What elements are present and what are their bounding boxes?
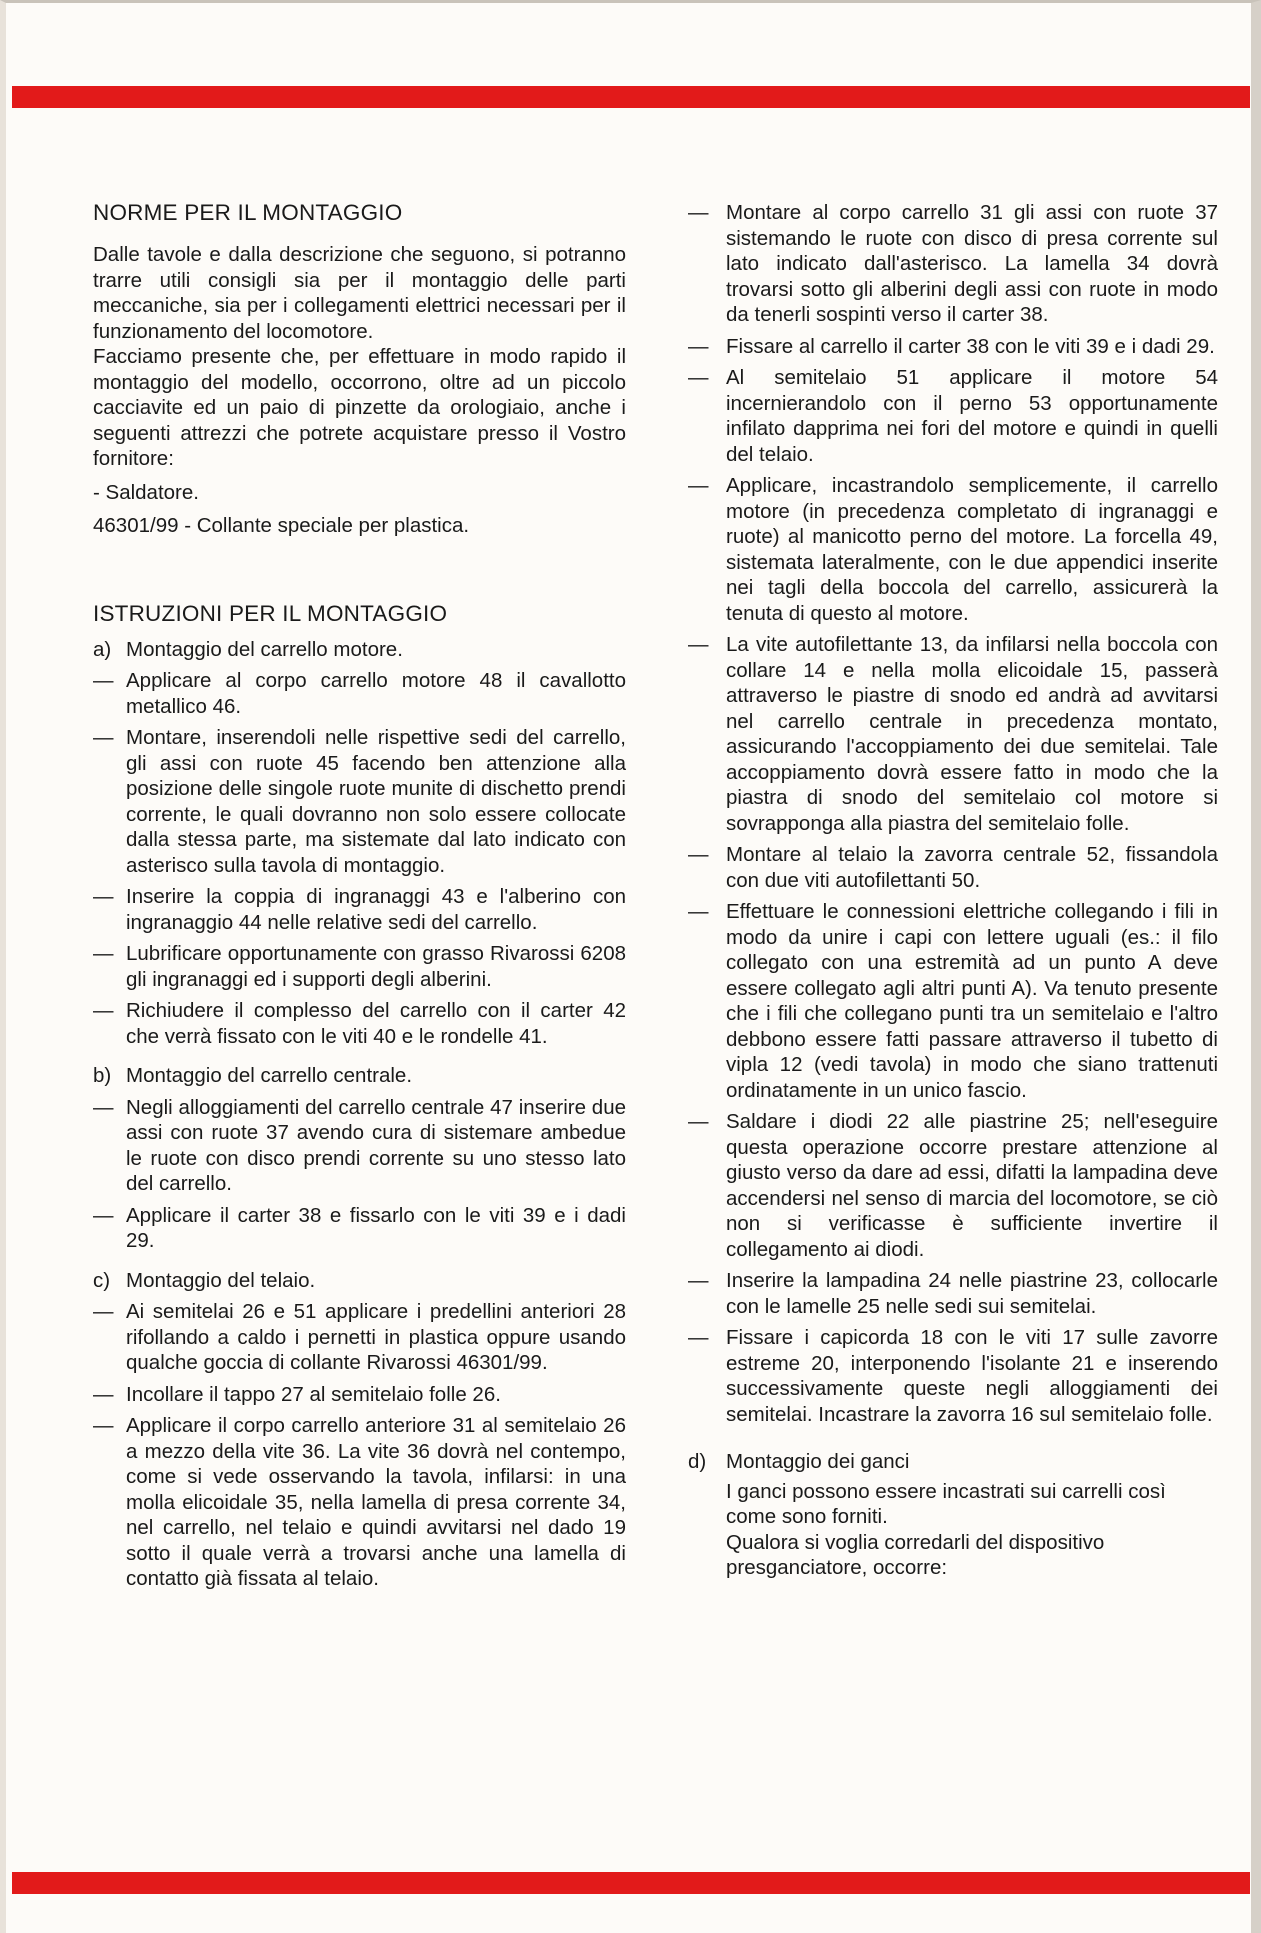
section-label: b) <box>93 1064 112 1087</box>
dash-bullet: — <box>93 1414 114 1437</box>
bottom-red-band <box>12 1872 1250 1894</box>
section-c-list <box>93 1299 626 1592</box>
list-item <box>688 473 1218 626</box>
list-item <box>93 998 626 1049</box>
dash-bullet: — <box>93 1300 114 1323</box>
list-item <box>93 1382 626 1408</box>
list-item <box>93 884 626 935</box>
list-item-text: Fissare al carrello il carter 38 con le viti 39 e i dadi 29. <box>726 334 1215 358</box>
dash-bullet: — <box>688 201 709 224</box>
list-item <box>688 200 1218 328</box>
list-item <box>93 1413 626 1592</box>
list-item-text: Montare al telaio la zavorra centrale 52, fissandola con due viti autofilettanti 50. <box>726 843 1218 892</box>
dash-bullet: — <box>688 900 709 923</box>
list-item-text: Incollare il tappo 27 al semitelaio folle 26. <box>126 1382 501 1406</box>
list-item <box>688 899 1218 1103</box>
section-d-paragraph: I ganci possono essere incastrati sui carrelli così come sono forniti. <box>726 1479 1166 1528</box>
list-item-text: Applicare, incastrandolo semplicemente, il carrello motore (in precedenza completato di ingranaggi e ruote) al manicotto perno del motore. La forcella 49, sistemata lateralmente, con le due appendici inserite nei tagli della boccola del carrello, assicurerà la tenuta di questo al motore. <box>726 474 1218 625</box>
dash-bullet: — <box>93 1095 114 1119</box>
list-item-text: Applicare al corpo carrello motore 48 il cavallotto metallico 46. <box>126 669 626 718</box>
dash-bullet: — <box>93 885 114 908</box>
list-item-text: Al semitelaio 51 applicare il motore 54 incernierandolo con il perno 53 opportunamente infilato dapprima nei fori del motore e quindi in quelli del telaio. <box>726 366 1218 466</box>
heading-norme: NORME PER IL MONTAGGIO <box>93 200 403 225</box>
list-item-text: Negli alloggiamenti del carrello centrale 47 inserire due assi con ruote 37 avendo cura di sistemare ambedue le ruote con disco prendi corrente su uno stesso lato del carrello. <box>126 1095 626 1195</box>
dash-bullet: — <box>93 1382 114 1406</box>
dash-bullet: — <box>688 334 709 358</box>
list-item <box>688 842 1218 893</box>
list-item <box>93 1299 626 1376</box>
dash-bullet: — <box>688 474 709 497</box>
section-a-list <box>93 668 626 1049</box>
list-item-text: Inserire la lampadina 24 nelle piastrine 23, collocarle con le lamelle 25 nelle sedi sui semitelai. <box>726 1269 1218 1318</box>
list-item-text: Lubrificare opportunamente con grasso Rivarossi 6208 gli ingranaggi ed i supporti degli alberini. <box>126 942 626 991</box>
section-d-heading <box>688 1449 1218 1475</box>
list-item <box>688 365 1218 467</box>
dash-bullet: — <box>688 1269 709 1292</box>
intro-paragraph: Facciamo presente che, per effettuare in modo rapido il montaggio del modello, occorrono, oltre ad un piccolo cacciavite ed un paio di pinzette da orologiaio, anche i seguenti attrezzi che potrete acquistare presso il Vostro fornitore: <box>93 345 626 470</box>
heading-istruzioni: ISTRUZIONI PER IL MONTAGGIO <box>93 600 448 626</box>
section-title: Montaggio del carrello motore. <box>126 637 403 661</box>
dash-bullet: — <box>93 1203 114 1227</box>
list-item <box>688 1109 1218 1262</box>
section-title: Montaggio dei ganci <box>726 1450 910 1473</box>
section-label: c) <box>93 1268 111 1292</box>
dash-bullet: — <box>688 366 709 389</box>
list-item-text: Saldare i diodi 22 alle piastrine 25; nell'eseguire questa operazione occorre prestare attenzione al giusto verso da dare ad essi, difatti la lampadina deve accendersi nel senso di marcia del locomotore, se ciò non si verificasse è sufficiente invertire il collegamento ai diodi. <box>726 1110 1218 1261</box>
section-label: a) <box>93 637 112 661</box>
list-item <box>688 1268 1218 1319</box>
list-item <box>93 1203 626 1254</box>
dash-bullet: — <box>93 726 114 749</box>
list-item-text: Montare al corpo carrello 31 gli assi con ruote 37 sistemando le ruote con disco di presa corrente sul lato indicato dall'asterisco. La lamella 34 dovrà trovarsi sotto gli alberini degli assi con ruote in modo da tenerli sospinti verso il carter 38. <box>726 201 1218 326</box>
intro-paragraph: Dalle tavole e dalla descrizione che seguono, si potranno trarre utili consigli sia per il montaggio delle parti meccaniche, sia per i collegamenti elettrici necessari per il funzionamento del locomotore. <box>93 243 626 343</box>
list-item <box>93 725 626 878</box>
list-item-text: Ai semitelai 26 e 51 applicare i predellini anteriori 28 rifollando a caldo i pernetti in plastica oppure usando qualche goccia di collante Rivarossi 46301/99. <box>126 1300 626 1374</box>
section-title: Montaggio del telaio. <box>126 1268 316 1292</box>
list-item-text: Effettuare le connessioni elettriche collegando i fili in modo da unire i capi con lettere uguali (es.: il filo collegato con una estremità ad un punto A deve essere collegato agli altri punti A). Va tenuto presente che i fili che collegano punti tra un semitelaio e l'altro debbono essere fatti passare attraverso il tubetto di vipla 12 (vedi tavola) in modo che siano trattenuti ordinatamente in un unico fascio. <box>726 900 1218 1102</box>
list-item-text: Richiudere il complesso del carrello con il carter 42 che verrà fissato con le viti 40 e le rondelle 41. <box>126 999 626 1048</box>
tool-item: 46301/99 - Collante speciale per plastica. <box>93 514 470 537</box>
section-a-heading <box>93 637 626 663</box>
section-title: Montaggio del carrello centrale. <box>126 1064 413 1087</box>
section-c-heading <box>93 1268 626 1294</box>
list-item <box>93 668 626 719</box>
section-b-heading <box>93 1063 626 1089</box>
list-item <box>93 1095 626 1197</box>
list-item-text: Inserire la coppia di ingranaggi 43 e l'alberino con ingranaggio 44 nelle relative sedi del carrello. <box>126 885 626 934</box>
dash-bullet: — <box>688 843 709 866</box>
list-item-text: Applicare il corpo carrello anteriore 31 al semitelaio 26 a mezzo della vite 36. La vite 36 dovrà nel contempo, come si vede osservando la tavola, infilarsi: in una molla elicoidale 35, nella lamella di presa corrente 34, nel carrello, nel telaio e quindi avvitarsi nel dado 19 sotto il quale verrà a trovarsi anche una lamella di contatto già fissata al telaio. <box>126 1414 626 1590</box>
list-item-text: La vite autofilettante 13, da infilarsi nella boccola con collare 14 e nella molla elicoidale 15, passerà attraverso le piastre di snodo ed andrà ad avvitarsi nel carrello centrale in precedenza montato, assicurando l'accoppiamento dei due semitelai. Tale accoppiamento dovrà essere fatto in modo che la piastra di snodo del semitelaio col motore si sovrapponga alla piastra del semitelaio folle. <box>726 633 1218 835</box>
tool-item: - Saldatore. <box>93 480 199 504</box>
top-red-band <box>12 86 1250 108</box>
list-item <box>688 334 1218 360</box>
list-item-text: Fissare i capicorda 18 con le viti 17 sulle zavorre estreme 20, interponendo l'isolante 21 e inserendo successivamente queste negli alloggiamenti dei semitelai. Incastrare la zavorra 16 sul semitelaio folle. <box>726 1326 1218 1426</box>
list-item <box>688 1325 1218 1427</box>
dash-bullet: — <box>688 633 709 656</box>
dash-bullet: — <box>688 1110 709 1133</box>
list-item <box>688 632 1218 836</box>
dash-bullet: — <box>93 999 114 1022</box>
section-label: d) <box>688 1450 707 1473</box>
section-d-paragraph: Qualora si voglia corredarli del dispositivo presganciatore, occorre: <box>726 1530 1105 1579</box>
right-column <box>688 200 1218 1581</box>
dash-bullet: — <box>93 942 114 965</box>
list-item-text: Applicare il carter 38 e fissarlo con le viti 39 e i dadi 29. <box>126 1203 626 1252</box>
list-item <box>93 941 626 992</box>
dash-bullet: — <box>93 669 114 692</box>
left-column <box>93 200 626 1592</box>
section-b-list <box>93 1095 626 1254</box>
list-item-text: Montare, inserendoli nelle rispettive sedi del carrello, gli assi con ruote 45 facendo ben attenzione alla posizione delle singole ruote munite di dischetto prendi corrente, le quali dovranno non solo essere collocate dalla stessa parte, ma sistemate dal lato indicato con asterisco sulla tavola di montaggio. <box>126 726 626 877</box>
dash-bullet: — <box>688 1326 709 1349</box>
right-list <box>688 200 1218 1427</box>
